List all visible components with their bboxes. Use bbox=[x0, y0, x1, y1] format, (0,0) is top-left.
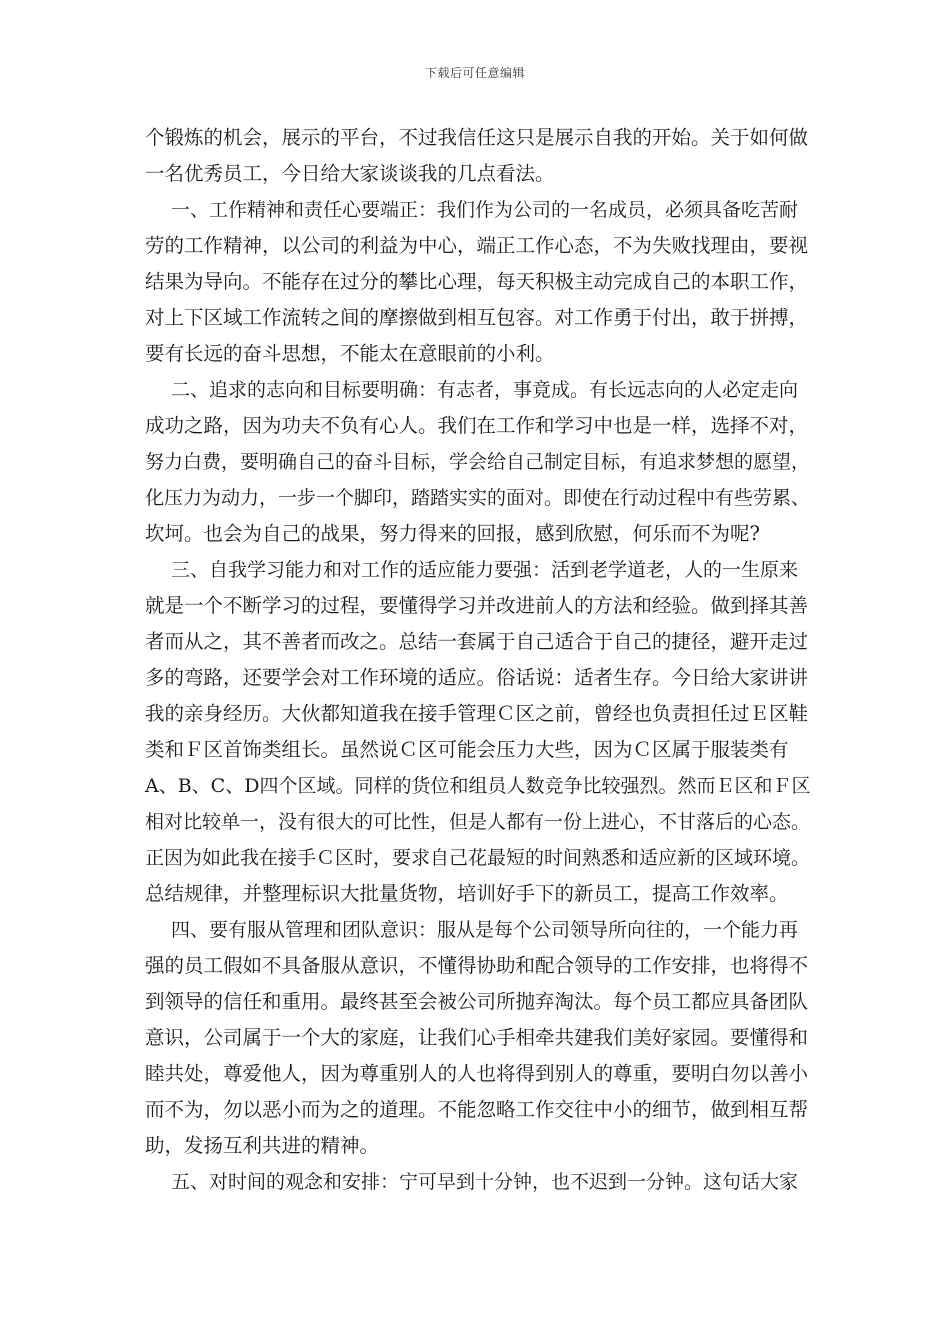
paragraph-5-start: 五、对时间的观念和安排：宁可早到十分钟，也不迟到一分钟。这句话大家 bbox=[171, 1171, 799, 1193]
text-line: 多的弯路，还要学会对工作环境的适应。俗话说：适者生存。今日给大家讲讲 bbox=[145, 666, 809, 689]
text-line: 助，发扬互利共进的精神。 bbox=[145, 1134, 380, 1157]
text-line: 个锻炼的机会，展示的平台，不过我信任这只是展示自我的开始。关于如何做 bbox=[145, 126, 809, 149]
text-line: 总结规律，并整理标识大批量货物，培训好手下的新员工，提高工作效率。 bbox=[145, 882, 789, 905]
text-line: A、B、C、D四个区域。同样的货位和组员人数竞争比较强烈。然而Ｅ区和Ｆ区 bbox=[145, 775, 811, 797]
text-line: 类和Ｆ区首饰类组长。虽然说Ｃ区可能会压力大些，因为Ｃ区属于服装类有 bbox=[145, 738, 789, 761]
text-line: 就是一个不断学习的过程，要懂得学习并改进前人的方法和经验。做到择其善 bbox=[145, 594, 809, 617]
text-line: 相对比较单一，没有很大的可比性，但是人都有一份上进心，不甘落后的心态。 bbox=[145, 811, 811, 833]
text-line: 到领导的信任和重用。最终甚至会被公司所抛弃淘汰。每个员工都应具备团队 bbox=[145, 990, 809, 1013]
text-line: 而不为，勿以恶小而为之的道理。不能忽略工作交往中小的细节，做到相互帮 bbox=[145, 1098, 809, 1121]
text-line: 努力白费，要明确自己的奋斗目标，学会给自己制定目标，有追求梦想的愿望， bbox=[145, 451, 811, 473]
document-body bbox=[145, 120, 810, 1200]
text-line: 我的亲身经历。大伙都知道我在接手管理Ｃ区之前，曾经也负责担任过Ｅ区鞋 bbox=[145, 702, 809, 725]
page-header: 下载后可任意编辑 bbox=[424, 66, 525, 80]
text-line: 强的员工假如不具备服从意识，不懂得协助和配合领导的工作安排，也将得不 bbox=[145, 954, 809, 977]
paragraph-4-start: 四、要有服从管理和团队意识：服从是每个公司领导所向往的，一个能力再 bbox=[171, 919, 799, 941]
text-line: 坎坷。也会为自己的战果，努力得来的回报，感到欣慰，何乐而不为呢? bbox=[145, 522, 760, 545]
text-line: 成功之路，因为功夫不负有心人。我们在工作和学习中也是一样，选择不对， bbox=[145, 414, 809, 437]
paragraph-2-start: 二、追求的志向和目标要明确：有志者，事竟成。有长远志向的人必定走向 bbox=[171, 379, 799, 401]
text-line: 睦共处，尊爱他人，因为尊重别人的人也将得到别人的尊重，要明白勿以善小 bbox=[145, 1062, 809, 1085]
paragraph-1-start: 一、工作精神和责任心要端正：我们作为公司的一名成员，必须具备吃苦耐 bbox=[171, 199, 799, 221]
text-line: 者而从之，其不善者而改之。总结一套属于自己适合于自己的捷径，避开走过 bbox=[145, 630, 809, 653]
text-line: 对上下区域工作流转之间的摩擦做到相互包容。对工作勇于付出，敢于拼搏， bbox=[145, 306, 809, 329]
paragraph-3-start: 三、自我学习能力和对工作的适应能力要强：活到老学道老，人的一生原来 bbox=[171, 559, 799, 581]
text-line: 结果为导向。不能存在过分的攀比心理，每天积极主动完成自己的本职工作， bbox=[145, 270, 809, 293]
text-line: 一名优秀员工，今日给大家谈谈我的几点看法。 bbox=[145, 162, 555, 185]
text-line: 要有长远的奋斗思想，不能太在意眼前的小利。 bbox=[145, 342, 555, 365]
text-line: 正因为如此我在接手Ｃ区时，要求自己花最短的时间熟悉和适应新的区域环境。 bbox=[145, 847, 811, 869]
text-line: 意识，公司属于一个大的家庭，让我们心手相牵共建我们美好家园。要懂得和 bbox=[145, 1026, 809, 1049]
text-line: 化压力为动力，一步一个脚印，踏踏实实的面对。即使在行动过程中有些劳累、 bbox=[145, 487, 811, 509]
text-line: 劳的工作精神，以公司的利益为中心，端正工作心态，不为失败找理由，要视 bbox=[145, 234, 809, 257]
